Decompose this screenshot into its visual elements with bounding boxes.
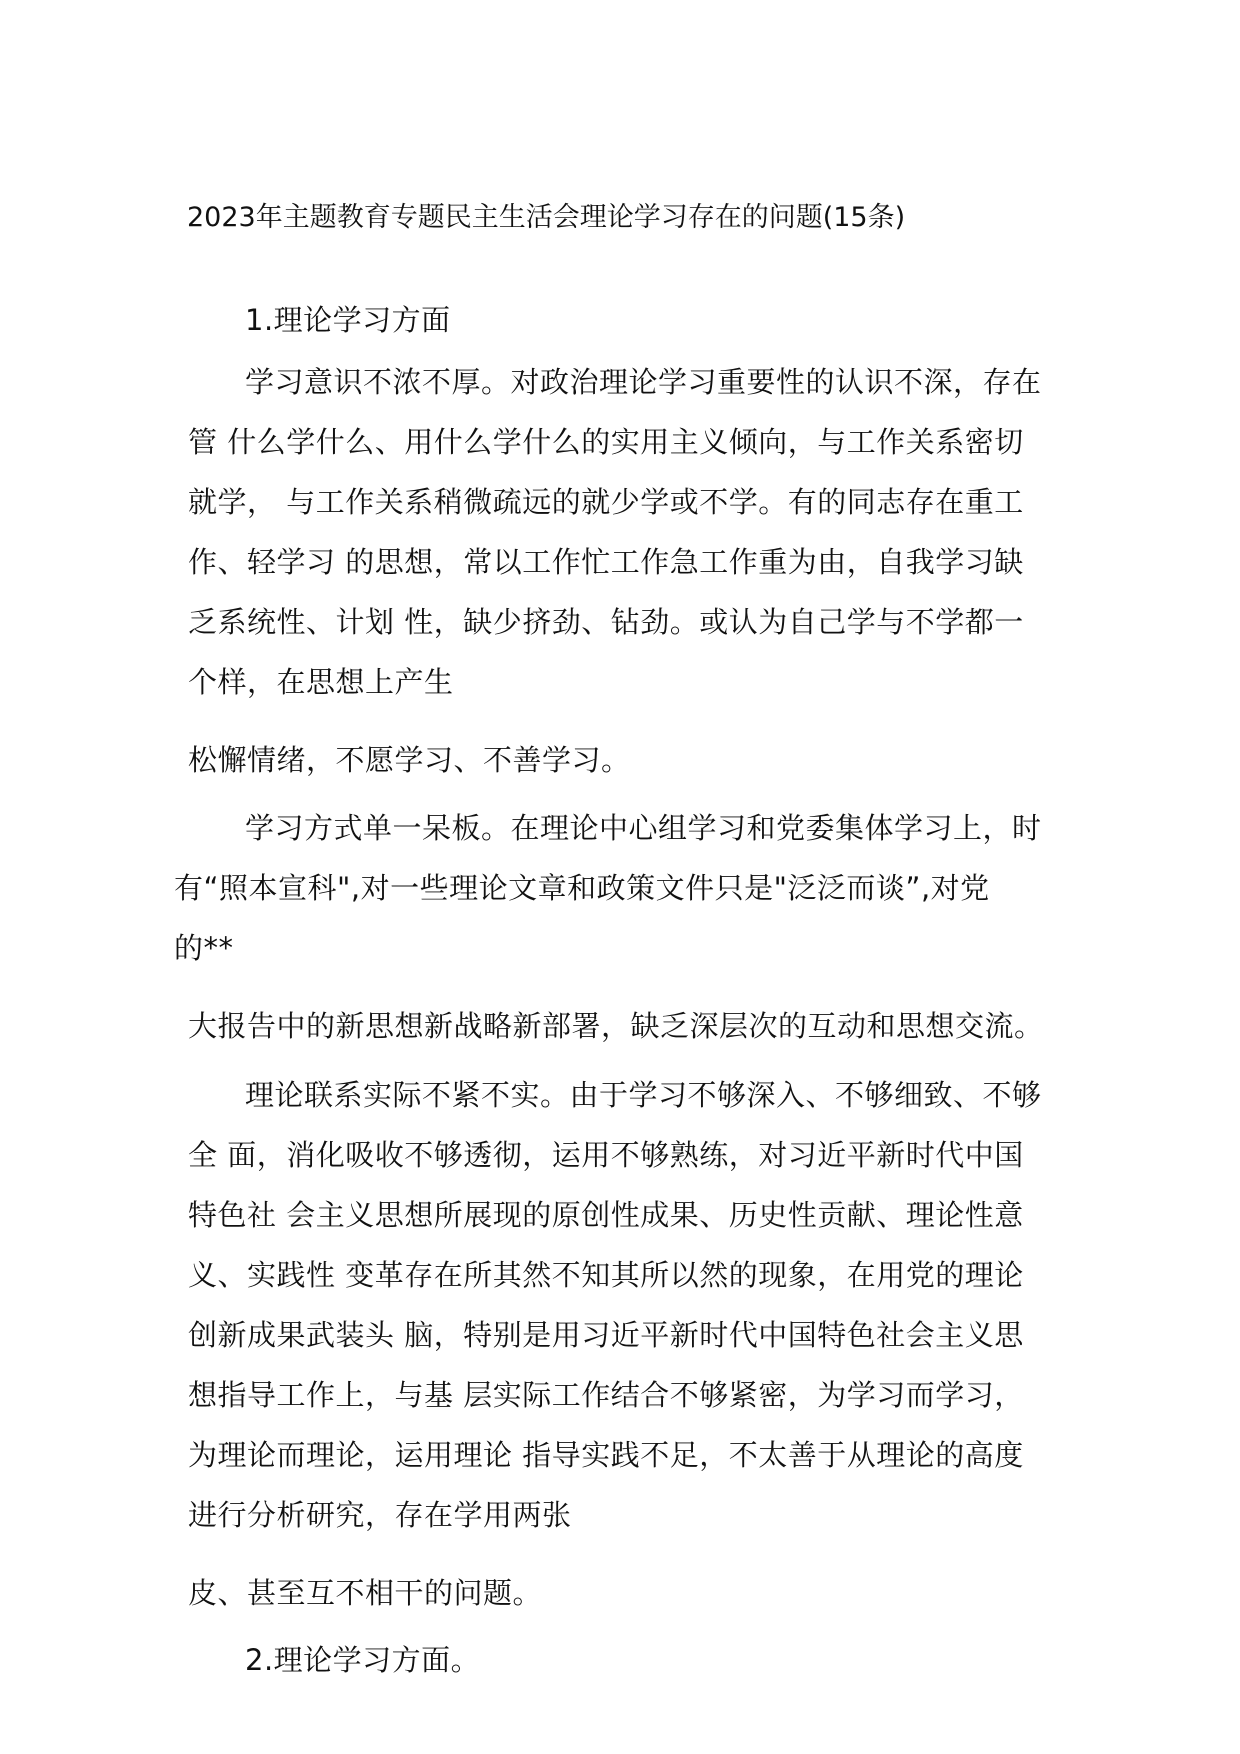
paragraph-line: 管 什么学什么、用什么学什么的实用主义倾向，与工作关系密切 xyxy=(188,425,1024,459)
paragraph-line: 学习方式单一呆板。在理论中心组学习和党委集体学习上，时 xyxy=(245,811,1042,845)
paragraph-line: 皮、甚至互不相干的问题。 xyxy=(188,1576,543,1610)
paragraph-line: 想指导工作上，与基 层实际工作结合不够紧密，为学习而学习， xyxy=(188,1378,1024,1412)
paragraph-line: 的** xyxy=(174,931,234,965)
paragraph-line: 作、轻学习 的思想，常以工作忙工作急工作重为由，自我学习缺 xyxy=(188,545,1024,579)
section-heading: 1.理论学习方面 xyxy=(245,303,451,337)
paragraph-line: 义、实践性 变革存在所其然不知其所以然的现象，在用党的理论 xyxy=(188,1258,1024,1292)
paragraph-line: 乏系统性、计划 性，缺少挤劲、钻劲。或认为自己学与不学都一 xyxy=(188,605,1024,639)
paragraph-line: 有“照本宣科",对一些理论文章和政策文件只是"泛泛而谈”,对党 xyxy=(174,871,990,905)
section-heading: 2.理论学习方面。 xyxy=(245,1643,481,1677)
paragraph-line: 大报告中的新思想新战略新部署，缺乏深层次的互动和思想交流。 xyxy=(188,1009,1044,1043)
paragraph-line: 全 面，消化吸收不够透彻，运用不够熟练，对习近平新时代中国 xyxy=(188,1138,1024,1172)
paragraph-line: 理论联系实际不紧不实。由于学习不够深入、不够细致、不够 xyxy=(245,1078,1042,1112)
paragraph-line: 创新成果武装头 脑，特别是用习近平新时代中国特色社会主义思 xyxy=(188,1318,1024,1352)
paragraph-line: 特色社 会主义思想所展现的原创性成果、历史性贡献、理论性意 xyxy=(188,1198,1024,1232)
paragraph-line: 松懈情绪，不愿学习、不善学习。 xyxy=(188,743,631,777)
paragraph-line: 学习意识不浓不厚。对政治理论学习重要性的认识不深，存在 xyxy=(245,365,1042,399)
document-title: 2023年主题教育专题民主生活会理论学习存在的问题(15条) xyxy=(187,202,906,233)
paragraph-line: 就学， 与工作关系稍微疏远的就少学或不学。有的同志存在重工 xyxy=(188,485,1024,519)
paragraph-line: 为理论而理论，运用理论 指导实践不足，不太善于从理论的高度 xyxy=(188,1438,1024,1472)
paragraph-line: 个样，在思想上产生 xyxy=(188,665,454,699)
paragraph-line: 进行分析研究，存在学用两张 xyxy=(188,1498,572,1532)
